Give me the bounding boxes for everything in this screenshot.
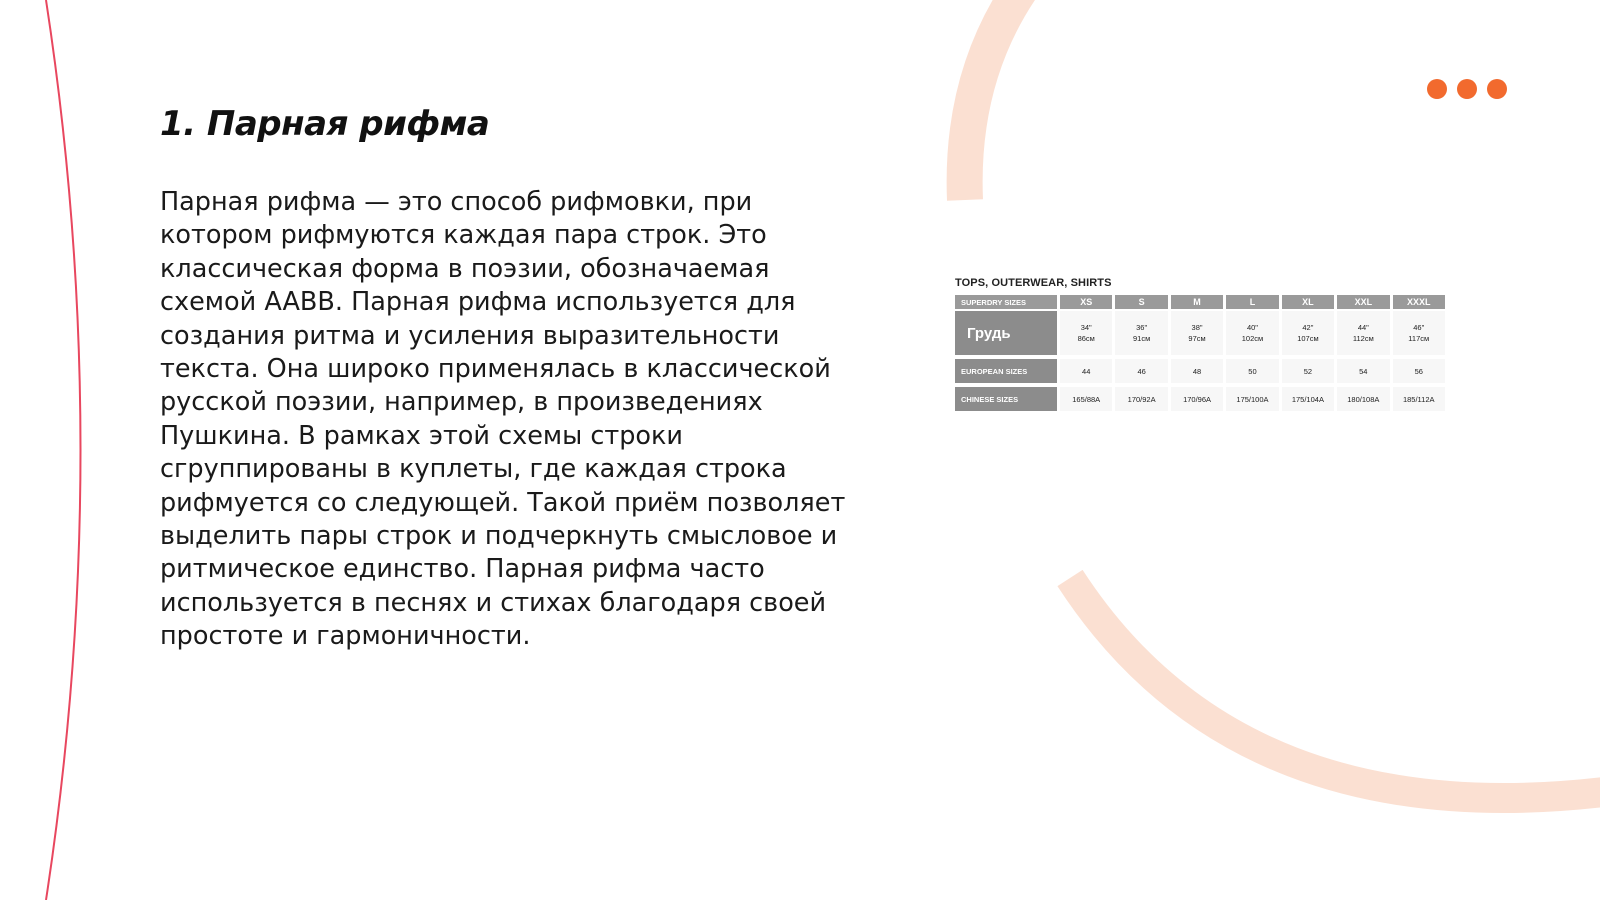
size-header: XL <box>1282 295 1334 309</box>
size-header: M <box>1171 295 1223 309</box>
european-cell: 44 <box>1060 359 1112 383</box>
chest-cell <box>1171 311 1223 355</box>
table-row-chest <box>955 311 1445 355</box>
chest-cm: 107см <box>1297 334 1319 343</box>
dot-icon <box>1457 79 1477 99</box>
header-label: SUPERDRY SIZES <box>955 295 1057 309</box>
chest-inches: 34" <box>1080 323 1092 332</box>
european-cell: 54 <box>1337 359 1389 383</box>
chest-cell <box>1393 311 1445 355</box>
european-cell: 48 <box>1171 359 1223 383</box>
european-cell: 50 <box>1226 359 1278 383</box>
table-caption: TOPS, OUTERWEAR, SHIRTS <box>955 277 1112 289</box>
chest-inches: 44" <box>1357 323 1369 332</box>
table-row-european <box>955 359 1445 383</box>
menu-dots <box>1427 79 1507 99</box>
european-label: EUROPEAN SIZES <box>955 359 1057 383</box>
chest-cm: 112см <box>1352 334 1374 343</box>
chest-cm: 117см <box>1408 334 1430 343</box>
size-header: XS <box>1060 295 1112 309</box>
chest-inches: 40" <box>1246 323 1258 332</box>
chest-cm: 97см <box>1188 334 1206 343</box>
chest-cm: 91см <box>1133 334 1151 343</box>
chest-cell <box>1060 311 1112 355</box>
chest-cm: 102см <box>1241 334 1264 343</box>
decorative-red-line <box>46 0 81 900</box>
chest-label: Грудь <box>955 311 1057 355</box>
table-header-row <box>955 295 1445 309</box>
chest-cell <box>1115 311 1167 355</box>
chest-cell <box>1282 311 1334 355</box>
size-header: L <box>1226 295 1278 309</box>
european-cell: 56 <box>1393 359 1445 383</box>
dot-icon <box>1487 79 1507 99</box>
dot-icon <box>1427 79 1447 99</box>
chinese-cell: 175/104A <box>1282 387 1334 411</box>
european-cell: 46 <box>1115 359 1167 383</box>
size-header: XXXL <box>1393 295 1445 309</box>
table-row-chinese <box>955 387 1445 411</box>
european-cell: 52 <box>1282 359 1334 383</box>
chest-cell <box>1337 311 1389 355</box>
chest-inches: 36" <box>1136 323 1148 332</box>
chest-cm: 86см <box>1077 334 1095 343</box>
slide-title: 1. Парная рифма <box>160 104 490 144</box>
chinese-cell: 170/96A <box>1171 387 1223 411</box>
chinese-cell: 175/100A <box>1226 387 1278 411</box>
decorative-orange-arc-bottom <box>1070 578 1600 798</box>
slide-body-text: Парная рифма — это способ рифмовки, при котором рифмуются каждая пара строк. Это классическая форма в поэзии, обозначаемая схемой AABB. Парная рифма используется для создания ритма и усиления выразительности текста. Она широко применялась в классической русской поэзии, например, в произведениях Пушкина. В рамках этой схемы строки сгруппированы в куплеты, где каждая строка рифмуется со следующей. Такой приём позволяет выделить пары строк и подчеркнуть смысловое и ритмическое единство. Парная рифма часто используется в песнях и стихах благодаря своей простоте и гармоничности. <box>160 187 846 652</box>
size-header: S <box>1115 295 1167 309</box>
chinese-cell: 180/108A <box>1337 387 1389 411</box>
chinese-cell: 185/112A <box>1393 387 1445 411</box>
decorative-orange-arc-top <box>965 0 1020 200</box>
chest-inches: 46" <box>1413 323 1425 332</box>
size-header: XXL <box>1337 295 1389 309</box>
chinese-cell: 165/88A <box>1060 387 1112 411</box>
chest-cell <box>1226 311 1278 355</box>
chinese-label: CHINESE SIZES <box>955 387 1057 411</box>
chest-inches: 38" <box>1191 323 1203 332</box>
size-chart-image <box>955 277 1445 415</box>
chinese-cell: 170/92A <box>1115 387 1167 411</box>
chest-inches: 42" <box>1302 323 1314 332</box>
